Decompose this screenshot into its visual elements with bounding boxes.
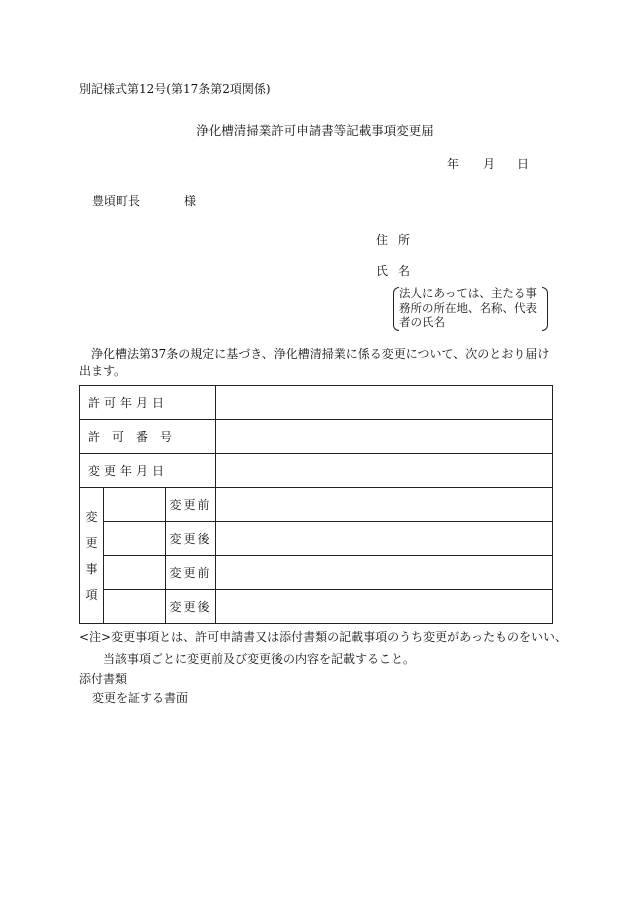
permit-number-label: 許可番号 xyxy=(80,420,216,454)
table-row xyxy=(80,522,553,556)
addressee: 豊頃町長 xyxy=(92,194,141,208)
change-date-field[interactable] xyxy=(216,454,553,488)
permit-date-field[interactable] xyxy=(216,386,553,420)
table-row xyxy=(80,590,553,624)
after-label: 変更後 xyxy=(166,590,216,624)
table-row xyxy=(80,488,553,522)
before-content-field[interactable] xyxy=(216,556,553,590)
table-row xyxy=(80,386,553,420)
change-date-label: 変更年月日 xyxy=(80,454,216,488)
corporate-note xyxy=(393,286,545,330)
corporate-note-line: 法人にあっては、主たる事 xyxy=(399,286,537,300)
change-items-label xyxy=(80,488,104,624)
footnote-line-2: 当該事項ごとに変更前及び変更後の内容を記載すること。 xyxy=(103,652,416,666)
table-row xyxy=(80,556,553,590)
before-label: 変更前 xyxy=(166,556,216,590)
bracket-left xyxy=(393,287,399,331)
date-day-label: 日 xyxy=(517,157,530,171)
date-month-label: 月 xyxy=(483,157,496,171)
before-label: 変更前 xyxy=(166,488,216,522)
table-row xyxy=(80,454,553,488)
document-title: 浄化槽清掃業許可申請書等記載事項変更届 xyxy=(196,123,434,138)
change-form-table xyxy=(79,385,553,624)
change-item-field[interactable] xyxy=(104,488,166,522)
table-row xyxy=(80,420,553,454)
body-text: 浄化槽法第37条の規定に基づき、浄化槽清掃業に係る変更について、次のとおり届け出ます。 xyxy=(79,347,550,378)
bracket-right xyxy=(542,287,548,331)
change-items-char: 項 xyxy=(85,587,98,602)
change-item-field[interactable] xyxy=(104,590,166,624)
change-items-char: 事 xyxy=(85,561,98,576)
change-item-field[interactable] xyxy=(104,556,166,590)
permit-date-label: 許可年月日 xyxy=(80,386,216,420)
change-items-char: 変 xyxy=(85,509,98,524)
change-item-field[interactable] xyxy=(104,522,166,556)
date-year-label: 年 xyxy=(447,157,460,171)
before-content-field[interactable] xyxy=(216,488,553,522)
applicant-name-label: 氏名 xyxy=(376,264,421,278)
after-content-field[interactable] xyxy=(216,590,553,624)
after-content-field[interactable] xyxy=(216,522,553,556)
corporate-note-line: 者の氏名 xyxy=(399,315,445,329)
applicant-address-label: 住所 xyxy=(376,233,421,247)
footnote-line-1: <注>変更事項とは、許可申請書又は添付書類の記載事項のうち変更があったものをいい、 xyxy=(79,630,567,644)
form-number: 別記様式第12号(第17条第2項関係) xyxy=(79,82,271,96)
change-items-char: 更 xyxy=(85,535,98,550)
corporate-note-line: 務所の所在地、名称、代表 xyxy=(399,300,537,315)
attachments-heading: 添付書類 xyxy=(79,672,128,686)
attachments-item: 変更を証する書面 xyxy=(92,691,189,705)
permit-number-field[interactable] xyxy=(216,420,553,454)
honorific: 様 xyxy=(184,194,197,208)
after-label: 変更後 xyxy=(166,522,216,556)
